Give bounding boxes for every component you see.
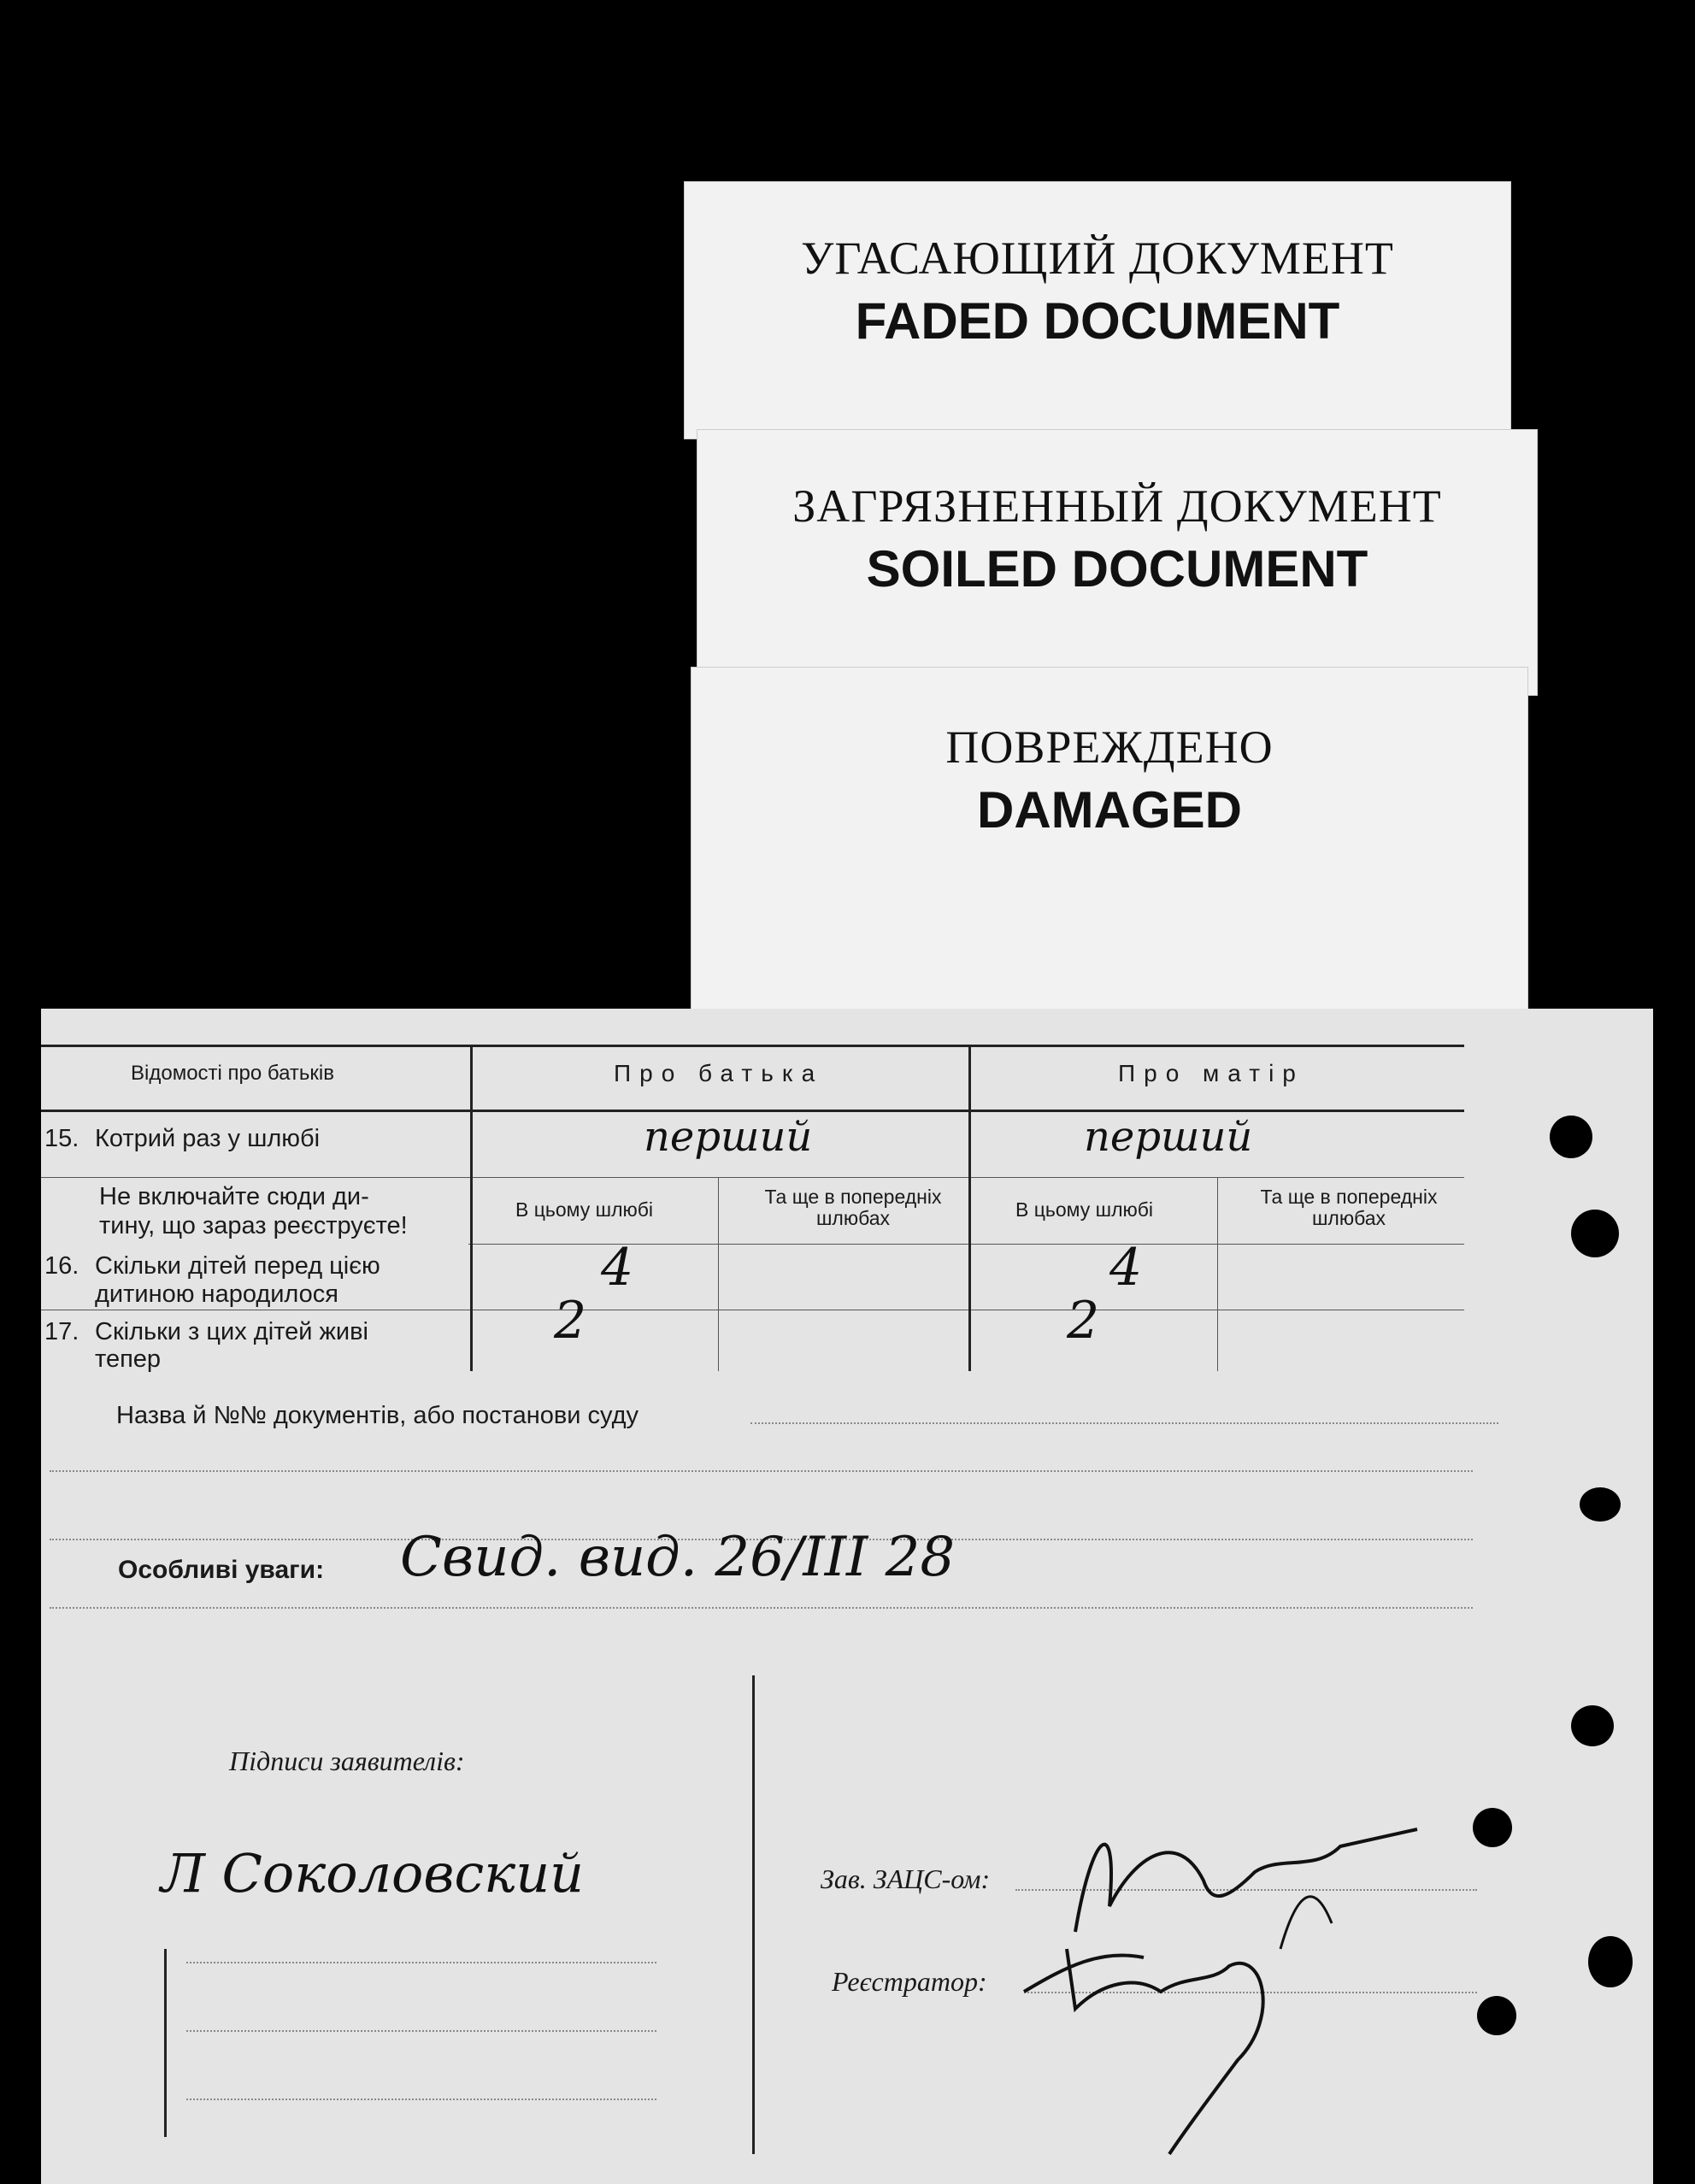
col-divider-father	[718, 1177, 719, 1371]
registrar-signature	[1015, 1915, 1409, 2163]
applicant-signature: Л Соколовский	[161, 1842, 585, 1904]
damage-hole	[1571, 1210, 1619, 1257]
mother-prev-line2: шлюбах	[1311, 1207, 1386, 1229]
mother-this-marriage: В цьому шлюбі	[1015, 1198, 1154, 1221]
applicant-line-2	[186, 2030, 656, 2032]
row15-number: 15.	[44, 1125, 79, 1152]
documents-line-2	[50, 1470, 1473, 1472]
damage-hole	[1580, 1487, 1621, 1522]
header-mother: Про матір	[1118, 1060, 1304, 1086]
father-prev-line2: шлюбах	[815, 1207, 891, 1229]
faded-ru-label: УГАСАЮЩИЙ ДОКУМЕНТ	[801, 233, 1394, 284]
damage-hole	[1571, 1705, 1614, 1746]
soiled-en-label: SOILED DOCUMENT	[866, 540, 1368, 598]
row15-father-value: перший	[644, 1113, 813, 1161]
applicant-line-3	[186, 2099, 656, 2100]
row17-number: 17.	[44, 1318, 79, 1345]
row16-line1: Скільки дітей перед цією	[95, 1252, 380, 1280]
remarks-value: Свид. вид. 26/III 28	[400, 1526, 956, 1589]
signature-divider	[752, 1675, 755, 2154]
note-line2: тину, що зараз реєструєте!	[99, 1212, 408, 1239]
header-info: Відомості про батьків	[131, 1062, 334, 1085]
registrar-label: Реєстратор:	[832, 1966, 987, 1997]
applicant-bracket	[164, 1949, 167, 2137]
documents-line-1	[750, 1422, 1498, 1424]
documents-label: Назва й №№ документів, або постанови суду	[116, 1402, 639, 1429]
punch-hole	[1477, 1996, 1516, 2035]
remarks-line-bottom	[50, 1607, 1473, 1609]
father-prev-line1: Та ще в попередніх	[764, 1186, 942, 1208]
remarks-label: Особливі уваги:	[118, 1556, 325, 1584]
faded-en-label: FADED DOCUMENT	[855, 292, 1340, 350]
col-divider-1	[470, 1045, 473, 1371]
row16-number: 16.	[44, 1252, 79, 1280]
row17-father-value: 2	[554, 1291, 587, 1351]
damaged-ru-label: ПОВРЕЖДЕНО	[945, 721, 1274, 773]
father-this-marriage: В цьому шлюбі	[515, 1198, 654, 1221]
row15-label: Котрий раз у шлюбі	[95, 1125, 321, 1152]
row16-mother-value: 4	[1109, 1238, 1143, 1298]
header-father: Про батька	[614, 1060, 824, 1086]
row16-father-value: 4	[601, 1238, 634, 1298]
col-divider-mother	[1217, 1177, 1218, 1371]
applicant-line-1	[186, 1962, 656, 1963]
table-top-rule	[41, 1045, 1464, 1047]
row17-line2: тепер	[95, 1345, 162, 1373]
soiled-document-card	[697, 429, 1538, 696]
row15-rule	[41, 1177, 1464, 1178]
faded-document-card	[684, 181, 1511, 439]
row15-mother-value: перший	[1084, 1113, 1253, 1161]
punch-hole	[1473, 1808, 1512, 1847]
mother-prev-line1: Та ще в попередніх	[1260, 1186, 1438, 1208]
note-line1: Не включайте сюди ди-	[99, 1183, 369, 1210]
damage-hole	[1588, 1936, 1633, 1987]
row17-mother-value: 2	[1067, 1291, 1100, 1351]
col-divider-2	[968, 1045, 971, 1371]
head-label: Зав. ЗАЦС-ом:	[821, 1863, 991, 1894]
damaged-en-label: DAMAGED	[977, 781, 1242, 839]
soiled-ru-label: ЗАГРЯЗНЕННЫЙ ДОКУМЕНТ	[792, 480, 1442, 532]
header-rule	[41, 1110, 1464, 1112]
row17-line1: Скільки з цих дітей живі	[95, 1318, 368, 1345]
damaged-document-card	[691, 667, 1528, 1010]
row16-line2: дитиною народилося	[95, 1280, 339, 1308]
damage-hole	[1550, 1116, 1592, 1158]
registration-form	[41, 1009, 1653, 2184]
signatures-label: Підписи заявителів:	[229, 1745, 465, 1776]
